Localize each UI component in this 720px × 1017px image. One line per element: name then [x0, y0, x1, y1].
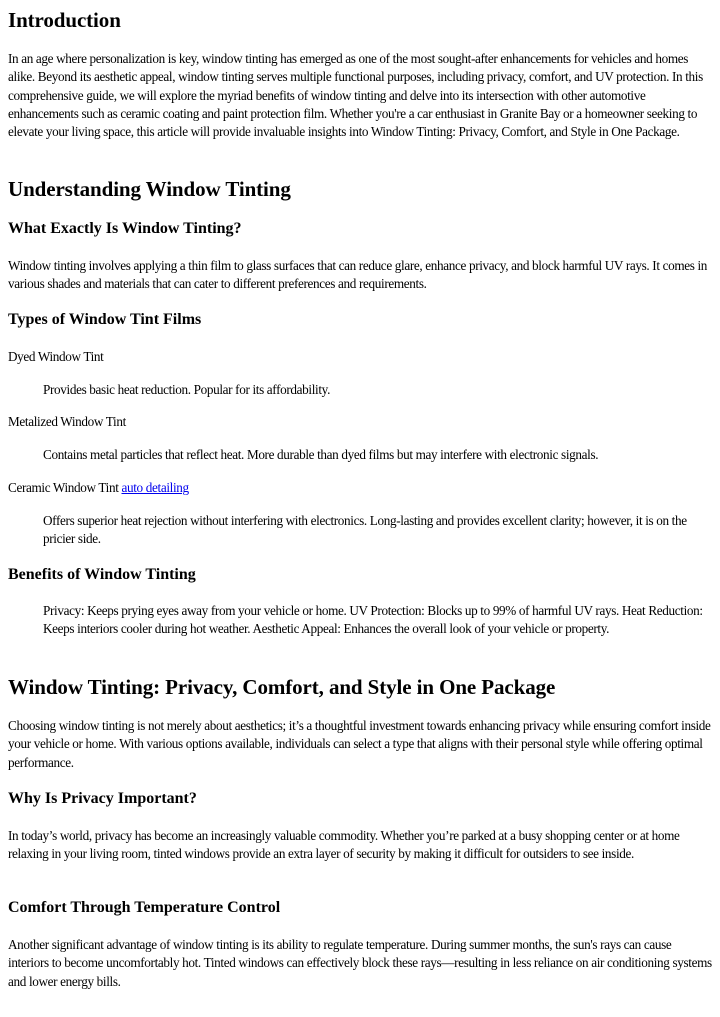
comfort-paragraph: Another significant advantage of window tinting is its ability to regulate temperature. During summer months, the sun's rays can cause interiors to become uncomfortably hot. Tinted windows can effectively block these rays—resulting in less reliance on air conditioning systems and lower energy bills. [8, 937, 712, 989]
benefits-heading: Benefits of Window Tinting [8, 566, 196, 583]
types-heading: Types of Window Tint Films [8, 311, 202, 328]
dyed-tint-description: Provides basic heat reduction. Popular for its affordability. [43, 382, 331, 397]
privacy-heading: Why Is Privacy Important? [8, 790, 197, 807]
what-is-heading: What Exactly Is Window Tinting? [8, 220, 242, 237]
dyed-tint-label: Dyed Window Tint [8, 349, 104, 364]
intro-heading: Introduction [8, 8, 121, 32]
package-heading: Window Tinting: Privacy, Comfort, and Style in One Package [8, 675, 556, 699]
auto-detailing-link[interactable]: auto detailing [121, 480, 189, 495]
comfort-heading: Comfort Through Temperature Control [8, 899, 281, 916]
understanding-heading: Understanding Window Tinting [8, 177, 291, 201]
metalized-tint-label: Metalized Window Tint [8, 414, 126, 429]
what-is-paragraph: Window tinting involves applying a thin film to glass surfaces that can reduce glare, enhance privacy, and block harmful UV rays. It comes in various shades and materials that can cater to different preferences and requirements. [8, 258, 708, 292]
benefits-paragraph: Privacy: Keeps prying eyes away from your vehicle or home. UV Protection: Blocks up to 99% of harmful UV rays. Heat Reduction: Keeps interiors cooler during hot weather. Aesthetic Appeal: Enhances the overall look of your vehicle or property. [43, 603, 703, 637]
privacy-paragraph: In today’s world, privacy has become an increasingly valuable commodity. Whether you’re parked at a busy shopping center or at home relaxing in your living room, tinted windows provide an extra layer of security by making it difficult for outsiders to see inside. [8, 828, 680, 862]
ceramic-tint-label: Ceramic Window Tint [8, 480, 119, 495]
ceramic-tint-description: Offers superior heat rejection without interfering with electronics. Long-lasting and provides excellent clarity; however, it is on the pricier side. [43, 513, 687, 547]
intro-paragraph: In an age where personalization is key, window tinting has emerged as one of the most sought-after enhancements for vehicles and homes alike. Beyond its aesthetic appeal, window tinting serves multiple functional purposes, including privacy, comfort, and UV protection. In this comprehensive guide, we will explore the myriad benefits of window tinting and delve into its intersection with other automotive enhancements such as ceramic coating and paint protection film. Whether you're a car enthusiast in Granite Bay or a homeowner seeking to elevate your living space, this article will provide invaluable insights into Window Tinting: Privacy, Comfort, and Style in One Package. [8, 51, 703, 140]
ceramic-tint-line [8, 479, 714, 497]
package-paragraph: Choosing window tinting is not merely about aesthetics; it’s a thoughtful investment towards enhancing privacy while ensuring comfort inside your vehicle or home. With various options available, individuals can select a type that aligns with their personal style while offering optimal performance. [8, 718, 711, 770]
metalized-tint-description: Contains metal particles that reflect heat. More durable than dyed films but may interfere with electronic signals. [43, 447, 599, 462]
